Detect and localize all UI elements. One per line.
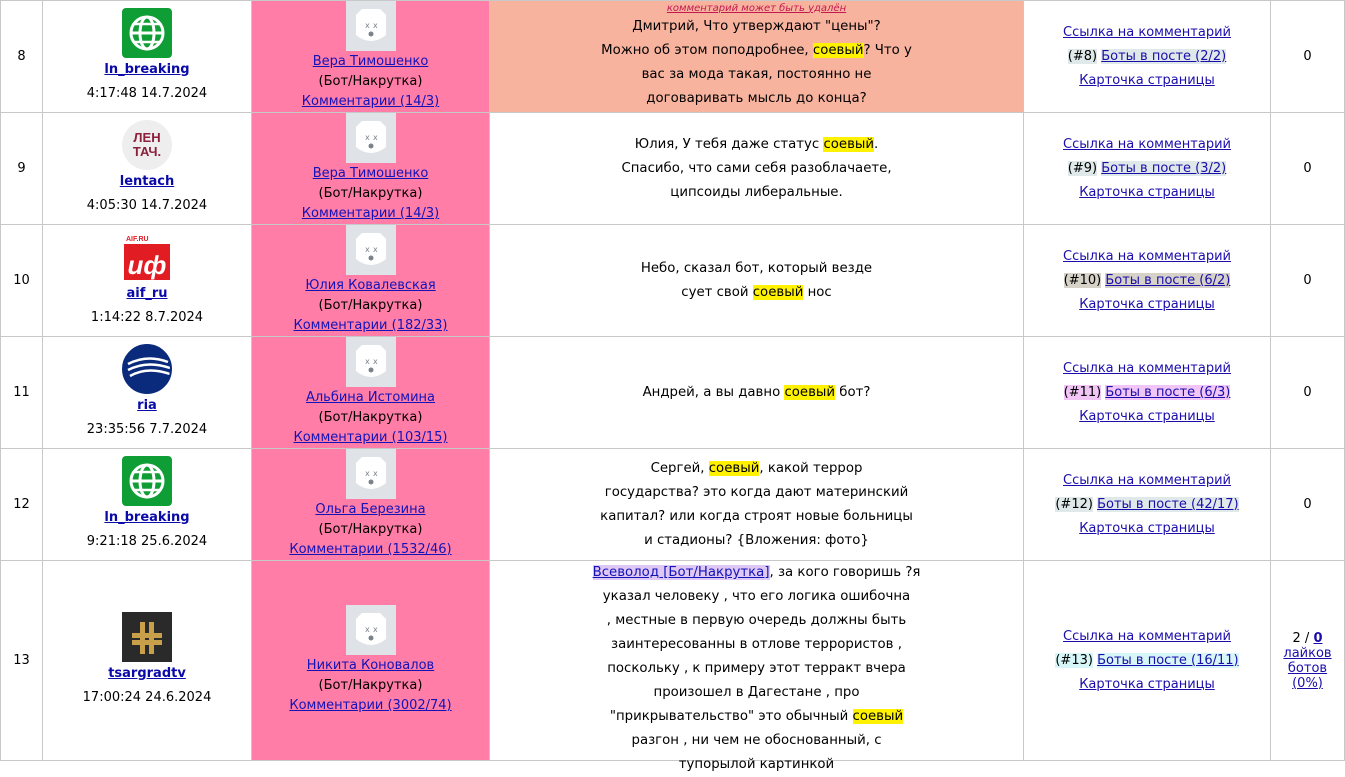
svg-text:x: x	[372, 21, 378, 30]
bot-cell	[252, 113, 490, 225]
source-link[interactable]: aif_ru	[126, 285, 168, 301]
ria-logo	[122, 344, 172, 394]
comment-line: заинтересованны в отлове террористов ,	[611, 637, 902, 652]
bots-in-post-link[interactable]: Боты в посте (6/3)	[1105, 384, 1231, 400]
svg-text:x: x	[372, 133, 378, 142]
keyword-highlight: соевый	[812, 42, 864, 58]
comment-line: разгон , ни чем не обоснованный, с	[631, 733, 882, 748]
lentach-logo	[122, 120, 172, 170]
comment-line: , местные в первую очередь должны быть	[606, 613, 907, 628]
source-link[interactable]: ria	[137, 397, 157, 413]
page-card-link[interactable]: Карточка страницы	[1079, 676, 1215, 692]
comment-text-cell	[490, 113, 1024, 225]
table-row	[1, 225, 1345, 337]
svg-text:ЛЕН: ЛЕН	[133, 129, 161, 145]
bot-name-link[interactable]: Ольга Березина	[315, 502, 426, 517]
deleted-user-avatar	[346, 225, 396, 275]
page-card-link[interactable]: Карточка страницы	[1079, 296, 1215, 312]
links-cell	[1024, 1, 1271, 113]
bot-cell	[252, 449, 490, 561]
comment-link[interactable]: Ссылка на комментарий	[1063, 628, 1231, 644]
links-cell	[1024, 337, 1271, 449]
comment-tag: (#11)	[1063, 384, 1102, 400]
likes-cell	[1271, 1, 1345, 113]
source-link[interactable]: ln_breaking	[104, 509, 190, 525]
deleted-user-avatar	[346, 337, 396, 387]
comment-line: произошел в Дагестане , про	[653, 685, 860, 700]
globe-icon	[122, 8, 172, 58]
keyword-highlight: соевый	[823, 136, 875, 152]
comment-tag: (#12)	[1055, 496, 1093, 512]
likes-cell: 2 / 0 лайков ботов (0%)	[1271, 561, 1345, 761]
bot-comments-link[interactable]: Комментарии (3002/74)	[289, 698, 452, 713]
svg-text:x: x	[364, 625, 370, 634]
keyword-highlight: соевый	[852, 709, 904, 724]
bot-comments-link[interactable]: Комментарии (1532/46)	[289, 542, 452, 557]
comment-line: и стадионы? {Вложения: фото}	[644, 532, 869, 548]
bots-in-post-link[interactable]: Боты в посте (42/17)	[1097, 496, 1239, 512]
svg-text:иф: иф	[127, 249, 167, 280]
svg-text:x: x	[364, 469, 370, 478]
mention-link[interactable]: Всеволод [Бот/Накрутка]	[592, 565, 770, 580]
source-cell	[43, 337, 252, 449]
comment-line: Спасибо, что сами себя разоблачаете,	[621, 160, 892, 176]
bot-likes-count[interactable]: 0	[1313, 630, 1323, 646]
source-cell	[43, 449, 252, 561]
deleted-user-avatar	[346, 449, 396, 499]
bot-name-link[interactable]: Вера Тимошенко	[312, 54, 429, 69]
comment-line: Сергей, соевый, какой террор	[650, 460, 863, 476]
comment-line: указал человеку , что его логика ошибочна	[602, 589, 911, 604]
comment-text-cell	[490, 337, 1024, 449]
comment-text-cell	[490, 1, 1024, 113]
keyword-highlight: соевый	[784, 384, 836, 400]
svg-text:x: x	[372, 625, 378, 634]
svg-text:x: x	[372, 469, 378, 478]
likes-count: 0	[1303, 161, 1312, 176]
bot-role: (Бот/Накрутка)	[318, 74, 423, 89]
deleted-user-avatar	[346, 113, 396, 163]
row-number: 8	[1, 1, 43, 113]
keyword-highlight: соевый	[708, 460, 760, 476]
svg-text:x: x	[364, 21, 370, 30]
comment-text-cell	[490, 561, 1024, 772]
bot-name-link[interactable]: Альбина Истомина	[305, 390, 436, 405]
svg-text:x: x	[372, 357, 378, 366]
comment-line: тупорылой картинкой	[678, 757, 835, 772]
source-cell	[43, 225, 252, 337]
page-card-link[interactable]: Карточка страницы	[1079, 520, 1215, 536]
comment-tag: (#13)	[1055, 652, 1093, 668]
svg-text:x: x	[372, 245, 378, 254]
bots-in-post-link[interactable]: Боты в посте (2/2)	[1101, 48, 1227, 64]
comment-line: "прикрывательство" это обычный соевый	[609, 709, 904, 724]
comment-text-cell	[490, 225, 1024, 337]
comment-link[interactable]: Ссылка на комментарий	[1063, 248, 1231, 264]
links-cell	[1024, 225, 1271, 337]
page-card-link[interactable]: Карточка страницы	[1079, 408, 1215, 424]
comment-link[interactable]: Ссылка на комментарий	[1063, 136, 1231, 152]
comment-line: Можно об этом поподробнее, соевый? Что у	[601, 42, 912, 58]
links-cell	[1024, 113, 1271, 225]
deletion-warning: комментарий может быть удалён	[666, 2, 847, 14]
bot-name-link[interactable]: Вера Тимошенко	[312, 166, 429, 181]
likes-cell	[1271, 337, 1345, 449]
post-datetime: 4:05:30 14.7.2024	[86, 197, 208, 213]
bot-cell	[252, 1, 490, 113]
bot-role: (Бот/Накрутка)	[318, 678, 423, 693]
svg-text:x: x	[364, 357, 370, 366]
bot-comments-link[interactable]: Комментарии (182/33)	[293, 318, 448, 333]
post-datetime: 4:17:48 14.7.2024	[86, 85, 208, 101]
comment-line: Небо, сказал бот, который везде	[640, 260, 873, 276]
row-number: 12	[1, 449, 43, 561]
comment-line: договаривать мысль до конца?	[646, 90, 867, 106]
aif-logo	[122, 232, 172, 282]
post-datetime: 1:14:22 8.7.2024	[90, 309, 204, 325]
bot-role: (Бот/Накрутка)	[318, 186, 423, 201]
bots-in-post-link[interactable]: Боты в посте (16/11)	[1097, 652, 1239, 668]
table-row	[1, 449, 1345, 561]
bot-name-link[interactable]: Юлия Ковалевская	[305, 278, 436, 293]
comment-line: Дмитрий, Что утверждают "цены"?	[632, 18, 881, 34]
comment-tag: (#8)	[1067, 48, 1098, 64]
source-cell	[43, 561, 252, 761]
bots-in-post-link[interactable]: Боты в посте (6/2)	[1105, 272, 1231, 288]
source-cell	[43, 113, 252, 225]
comment-line: ципсоиды либеральные.	[670, 184, 843, 200]
source-link[interactable]: tsargradtv	[108, 665, 186, 681]
bot-comments-link[interactable]: Комментарии (103/15)	[293, 430, 448, 445]
comment-line: , за кого говоришь ?я	[769, 565, 921, 580]
source-link[interactable]: lentach	[119, 173, 175, 189]
row-number: 11	[1, 337, 43, 449]
comment-link[interactable]: Ссылка на комментарий	[1063, 472, 1231, 488]
source-link[interactable]: ln_breaking	[104, 61, 190, 77]
bot-cell	[252, 561, 490, 761]
comment-line: государства? это когда дают материнский	[604, 484, 909, 500]
table-row	[1, 113, 1345, 225]
likes-count: 0	[1303, 385, 1312, 400]
row-number: 13	[1, 561, 43, 761]
comment-line: Юлия, У тебя даже статус соевый.	[634, 136, 879, 152]
svg-text:x: x	[364, 133, 370, 142]
keyword-highlight: соевый	[752, 284, 804, 300]
bot-cell	[252, 225, 490, 337]
comment-line: поскольку , к примеру этот терракт вчера	[607, 661, 906, 676]
links-cell	[1024, 561, 1271, 761]
likes-count: 0	[1303, 497, 1312, 512]
svg-text:ТАЧ.: ТАЧ.	[132, 143, 162, 159]
comment-tag: (#9)	[1067, 160, 1098, 176]
table-row	[1, 337, 1345, 449]
post-datetime: 9:21:18 25.6.2024	[86, 533, 208, 549]
tsargrad-logo	[122, 612, 172, 662]
deleted-user-avatar	[346, 605, 396, 655]
bot-role: (Бот/Накрутка)	[318, 298, 423, 313]
comment-line: капитал? или когда строят новые больницы	[600, 508, 913, 524]
row-number: 10	[1, 225, 43, 337]
globe-icon	[122, 456, 172, 506]
page-card-link[interactable]: Карточка страницы	[1079, 72, 1215, 88]
comment-link[interactable]: Ссылка на комментарий	[1063, 360, 1231, 376]
comment-line: вас за мода такая, постоянно не	[641, 66, 872, 82]
svg-text:x: x	[364, 245, 370, 254]
likes-cell	[1271, 449, 1345, 561]
likes-count: 0	[1303, 49, 1312, 64]
comment-line: Андрей, а вы давно соевый бот?	[642, 384, 871, 400]
page-card-link[interactable]: Карточка страницы	[1079, 184, 1215, 200]
bot-role: (Бот/Накрутка)	[318, 410, 423, 425]
bot-role: (Бот/Накрутка)	[318, 522, 423, 537]
likes-cell	[1271, 113, 1345, 225]
svg-text:AIF.RU: AIF.RU	[126, 235, 149, 243]
source-cell	[43, 1, 252, 113]
bot-comments-link[interactable]: Комментарии (14/3)	[301, 206, 440, 221]
table-row	[1, 561, 1345, 761]
table-row	[1, 1, 1345, 113]
comment-tag: (#10)	[1063, 272, 1102, 288]
bot-likes-label[interactable]: лайков ботов (0%)	[1283, 645, 1332, 691]
comment-text-cell	[490, 449, 1024, 561]
bot-name-link[interactable]: Никита Коновалов	[306, 658, 435, 673]
links-cell	[1024, 449, 1271, 561]
likes-count: 0	[1303, 273, 1312, 288]
post-datetime: 23:35:56 7.7.2024	[86, 421, 208, 437]
comment-line: сует свой соевый нос	[681, 284, 832, 300]
bot-cell	[252, 337, 490, 449]
post-datetime: 17:00:24 24.6.2024	[82, 689, 212, 705]
comment-link[interactable]: Ссылка на комментарий	[1063, 24, 1231, 40]
row-number: 9	[1, 113, 43, 225]
bots-in-post-link[interactable]: Боты в посте (3/2)	[1101, 160, 1227, 176]
bot-comments-link[interactable]: Комментарии (14/3)	[301, 94, 440, 109]
likes-cell	[1271, 225, 1345, 337]
deleted-user-avatar	[346, 1, 396, 51]
